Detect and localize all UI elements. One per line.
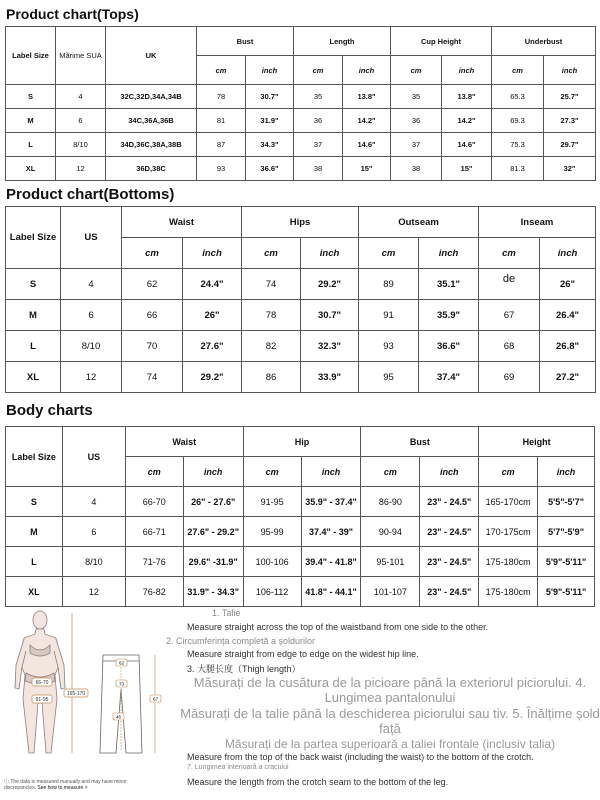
table-row	[6, 517, 595, 547]
waist-tag	[32, 678, 52, 686]
bust-cm-cell: 90-94	[361, 517, 420, 547]
inseam-cm-cell: 67	[479, 300, 540, 331]
table-row	[6, 362, 596, 393]
bust-inch-cell: 23" - 24.5"	[420, 517, 479, 547]
body-hdr-us: US	[62, 427, 125, 487]
hips-cm-cell: 74	[242, 269, 301, 300]
height-inch-cell: 5'9"-5'11"	[538, 547, 595, 577]
cup-cm-cell: 37	[391, 133, 442, 157]
waist-inch-cell: 24.4"	[183, 269, 242, 300]
hip-inch-cell: 37.4" - 39"	[301, 517, 361, 547]
bust-cm-cell: 95-101	[361, 547, 420, 577]
bottoms-hdr-waist: Waist	[122, 207, 242, 238]
unit-inch: inch	[301, 238, 359, 269]
outseam-cm-cell: 95	[359, 362, 419, 393]
height-inch-cell: 5'9"-5'11"	[538, 577, 595, 607]
body-hdr-bust: Bust	[361, 427, 479, 457]
bottoms-title: Product chart(Bottoms)	[6, 186, 175, 203]
underbust-cm-cell: 69.3	[492, 109, 544, 133]
size-cell: XL	[6, 577, 63, 607]
bottoms-hdr-outseam: Outseam	[359, 207, 479, 238]
how-to-measure-link[interactable]: See how to measure >	[37, 785, 88, 791]
pants-tag	[116, 680, 127, 687]
bottoms-table	[5, 206, 596, 393]
inseam-inch-cell: 26.8"	[540, 331, 596, 362]
waist-cm-cell: 71-76	[125, 547, 183, 577]
size-cell: XL	[6, 157, 56, 181]
unit-inch: inch	[246, 56, 294, 85]
unit-cm: cm	[492, 56, 544, 85]
pants-tag	[116, 659, 127, 666]
waist-inch-cell: 31.9" - 34.3"	[183, 577, 243, 607]
size-cell: M	[6, 109, 56, 133]
underbust-inch-cell: 27.3"	[544, 109, 596, 133]
tops-hdr-uk: UK	[106, 27, 197, 85]
tops-hdr-length: Length	[294, 27, 391, 56]
unit-cm: cm	[125, 457, 183, 487]
hips-inch-cell: 30.7"	[301, 300, 359, 331]
hip-inch-cell: 35.9" - 37.4"	[301, 487, 361, 517]
table-row	[6, 487, 595, 517]
waist-inch-cell: 26"	[183, 300, 242, 331]
us-cell: 8/10	[56, 133, 106, 157]
body-hdr-label: Label Size	[6, 427, 63, 487]
unit-inch: inch	[540, 238, 596, 269]
bust-cm-cell: 87	[197, 133, 246, 157]
height-inch-cell: 5'5"-5'7"	[538, 487, 595, 517]
length-cm-cell: 37	[294, 133, 343, 157]
outseam-inch-cell: 35.1"	[419, 269, 479, 300]
us-cell: 8/10	[61, 331, 122, 362]
uk-cell: 36D,38C	[106, 157, 197, 181]
inseam-inch-cell: 27.2"	[540, 362, 596, 393]
bust-cm-cell: 81	[197, 109, 246, 133]
ghost-text-2: Măsurați de la talie până la deschiderea piciorului sau tiv. 5. Înălțime șold față	[180, 706, 600, 736]
unit-inch: inch	[301, 457, 361, 487]
unit-cm: cm	[391, 56, 442, 85]
inseam-inch-cell: 26"	[540, 269, 596, 300]
svg-text:66-70: 66-70	[35, 680, 49, 686]
hip-cm-cell: 95-99	[243, 517, 301, 547]
unit-cm: cm	[294, 56, 343, 85]
cup-inch-cell: 14.2"	[442, 109, 492, 133]
pants-tag	[150, 695, 161, 702]
tops-hdr-underbust: Underbust	[492, 27, 596, 56]
note-1-title: 1. Talie	[212, 608, 241, 618]
hip-tag	[32, 695, 52, 703]
height-inch-cell: 5'7"-5'9"	[538, 517, 595, 547]
underbust-cm-cell: 81.3	[492, 157, 544, 181]
hips-cm-cell: 78	[242, 300, 301, 331]
bust-inch-cell: 30.7"	[246, 85, 294, 109]
unit-inch: inch	[343, 56, 391, 85]
unit-inch: inch	[544, 56, 596, 85]
us-cell: 12	[61, 362, 122, 393]
table-row	[6, 157, 596, 181]
table-row	[6, 133, 596, 157]
tops-hdr-marime: Mărime SUA	[56, 27, 106, 85]
unit-cm: cm	[243, 457, 301, 487]
info-icon: ⓘ	[4, 779, 11, 785]
size-cell: M	[6, 517, 63, 547]
length-cm-cell: 35	[294, 85, 343, 109]
underbust-cm-cell: 75.3	[492, 133, 544, 157]
waist-cm-cell: 70	[122, 331, 183, 362]
unit-cm: cm	[122, 238, 183, 269]
hips-cm-cell: 82	[242, 331, 301, 362]
height-cm-cell: 175-180cm	[479, 577, 538, 607]
hip-cm-cell: 100-106	[243, 547, 301, 577]
size-cell: M	[6, 300, 61, 331]
us-cell: 6	[61, 300, 122, 331]
body-title: Body charts	[6, 402, 93, 419]
outseam-inch-cell: 37.4"	[419, 362, 479, 393]
unit-inch: inch	[183, 238, 242, 269]
inseam-cm-cell: de	[479, 269, 540, 300]
size-cell: S	[6, 487, 63, 517]
us-cell: 6	[56, 109, 106, 133]
bust-cm-cell: 101-107	[361, 577, 420, 607]
hips-cm-cell: 86	[242, 362, 301, 393]
outseam-inch-cell: 35.9"	[419, 300, 479, 331]
table-row	[6, 109, 596, 133]
ghost-text-1: Măsurați de la cusătura de la picioare până la exteriorul piciorului. 4. Lungimea pantalonului	[193, 675, 587, 705]
pants-tag	[113, 713, 124, 720]
bust-inch-cell: 36.6"	[246, 157, 294, 181]
tops-hdr-cup: Cup Height	[391, 27, 492, 56]
length-inch-cell: 14.6"	[343, 133, 391, 157]
body-hdr-height: Height	[479, 427, 595, 457]
hip-inch-cell: 39.4" - 41.8"	[301, 547, 361, 577]
table-row	[6, 547, 595, 577]
height-tag	[64, 689, 88, 697]
unit-cm: cm	[242, 238, 301, 269]
length-inch-cell: 15"	[343, 157, 391, 181]
waist-cm-cell: 66	[122, 300, 183, 331]
us-cell: 4	[56, 85, 106, 109]
uk-cell: 34C,36A,36B	[106, 109, 197, 133]
unit-inch: inch	[419, 238, 479, 269]
hip-inch-cell: 41.8" - 44.1"	[301, 577, 361, 607]
cup-inch-cell: 13.8"	[442, 85, 492, 109]
unit-cm: cm	[479, 238, 540, 269]
size-cell: XL	[6, 362, 61, 393]
cup-inch-cell: 14.6"	[442, 133, 492, 157]
waist-inch-cell: 26" - 27.6"	[183, 487, 243, 517]
height-cm-cell: 175-180cm	[479, 547, 538, 577]
table-row	[6, 269, 596, 300]
bust-inch-cell: 31.9"	[246, 109, 294, 133]
waist-inch-cell: 27.6"	[183, 331, 242, 362]
disclaimer-line-2: discrepancies.	[4, 785, 36, 791]
table-row	[6, 300, 596, 331]
measurement-guide	[0, 603, 600, 800]
body-table	[5, 426, 595, 607]
length-inch-cell: 14.2"	[343, 109, 391, 133]
uk-cell: 34D,36C,38A,38B	[106, 133, 197, 157]
bottoms-hdr-inseam: Inseam	[479, 207, 596, 238]
body-figure-drawing	[0, 603, 185, 773]
svg-text:73: 73	[118, 681, 125, 687]
bust-cm-cell: 86-90	[361, 487, 420, 517]
bust-inch-cell: 23" - 24.5"	[420, 547, 479, 577]
size-cell: L	[6, 331, 61, 362]
waist-inch-cell: 29.2"	[183, 362, 242, 393]
unit-inch: inch	[538, 457, 595, 487]
table-row	[6, 85, 596, 109]
waist-cm-cell: 66-71	[125, 517, 183, 547]
unit-cm: cm	[361, 457, 420, 487]
ghost-text-3: Măsurați de la partea superioară a taliei frontale (inclusiv talia)	[224, 737, 556, 751]
unit-inch: inch	[420, 457, 479, 487]
height-cm-cell: 170-175cm	[479, 517, 538, 547]
tops-title: Product chart(Tops)	[6, 6, 139, 22]
length-cm-cell: 36	[294, 109, 343, 133]
cup-cm-cell: 38	[391, 157, 442, 181]
hip-cm-cell: 91-95	[243, 487, 301, 517]
unit-inch: inch	[442, 56, 492, 85]
size-cell: L	[6, 133, 56, 157]
tops-table	[5, 26, 596, 181]
bust-inch-cell: 23" - 24.5"	[420, 487, 479, 517]
uk-cell: 32C,32D,34A,34B	[106, 85, 197, 109]
bottoms-hdr-hips: Hips	[242, 207, 359, 238]
tops-hdr-bust: Bust	[197, 27, 294, 56]
svg-text:62: 62	[118, 660, 125, 666]
hips-inch-cell: 32.3"	[301, 331, 359, 362]
us-cell: 4	[61, 269, 122, 300]
table-row	[6, 331, 596, 362]
cup-cm-cell: 36	[391, 109, 442, 133]
outseam-inch-cell: 36.6"	[419, 331, 479, 362]
inseam-cm-cell: 69	[479, 362, 540, 393]
size-cell: S	[6, 85, 56, 109]
outseam-cm-cell: 91	[359, 300, 419, 331]
us-cell: 8/10	[62, 547, 125, 577]
unit-cm: cm	[359, 238, 419, 269]
waist-inch-cell: 27.6" - 29.2"	[183, 517, 243, 547]
note-6-title: 7. Lungimea interioară a cracului	[187, 764, 289, 771]
note-3-title: 3. 大腿长度（Thigh length）	[187, 664, 301, 674]
us-cell: 4	[62, 487, 125, 517]
disclaimer-line-1: The data is measured manually and may have minor	[10, 779, 127, 785]
table-row	[6, 577, 595, 607]
disclaimer	[4, 779, 127, 791]
hip-cm-cell: 106-112	[243, 577, 301, 607]
underbust-inch-cell: 32"	[544, 157, 596, 181]
underbust-inch-cell: 25.7"	[544, 85, 596, 109]
body-hdr-waist: Waist	[125, 427, 243, 457]
hips-inch-cell: 33.9"	[301, 362, 359, 393]
waist-inch-cell: 29.6" -31.9"	[183, 547, 243, 577]
length-cm-cell: 38	[294, 157, 343, 181]
svg-text:165-170: 165-170	[66, 691, 86, 697]
waist-cm-cell: 66-70	[125, 487, 183, 517]
tops-hdr-label: Label Size	[6, 27, 56, 85]
bust-cm-cell: 93	[197, 157, 246, 181]
note-2-title: 2. Circumferința completă a șoldurilor	[166, 636, 316, 646]
svg-text:91-95: 91-95	[35, 697, 49, 703]
outseam-cm-cell: 89	[359, 269, 419, 300]
bust-inch-cell: 34.3"	[246, 133, 294, 157]
underbust-cm-cell: 65.3	[492, 85, 544, 109]
bust-inch-cell: 23" - 24.5"	[420, 577, 479, 607]
note-6-desc: Measure the length from the crotch seam to the bottom of the leg.	[187, 777, 449, 787]
bottoms-hdr-us: US	[61, 207, 122, 269]
waist-cm-cell: 74	[122, 362, 183, 393]
waist-cm-cell: 76-82	[125, 577, 183, 607]
underbust-inch-cell: 29.7"	[544, 133, 596, 157]
svg-text:46: 46	[115, 714, 122, 720]
us-cell: 12	[62, 577, 125, 607]
note-2-desc: Measure straight from edge to edge on the widest hip line.	[187, 649, 419, 659]
us-cell: 6	[62, 517, 125, 547]
cup-cm-cell: 35	[391, 85, 442, 109]
svg-text:67: 67	[152, 696, 159, 702]
size-cell: S	[6, 269, 61, 300]
inseam-inch-cell: 26.4"	[540, 300, 596, 331]
cup-inch-cell: 15"	[442, 157, 492, 181]
height-cm-cell: 165-170cm	[479, 487, 538, 517]
us-cell: 12	[56, 157, 106, 181]
note-1-desc: Measure straight across the top of the waistband from one side to the other.	[187, 622, 489, 632]
outseam-cm-cell: 93	[359, 331, 419, 362]
body-hdr-hip: Hip	[243, 427, 361, 457]
note-5-desc: Measure from the top of the back waist (including the waist) to the bottom of the crotch.	[187, 752, 534, 762]
unit-cm: cm	[479, 457, 538, 487]
size-cell: L	[6, 547, 63, 577]
unit-cm: cm	[197, 56, 246, 85]
bust-cm-cell: 78	[197, 85, 246, 109]
unit-inch: inch	[183, 457, 243, 487]
length-inch-cell: 13.8"	[343, 85, 391, 109]
measurement-illustration	[0, 603, 185, 800]
inseam-cm-cell: 68	[479, 331, 540, 362]
waist-cm-cell: 62	[122, 269, 183, 300]
bottoms-hdr-label: Label Size	[6, 207, 61, 269]
hips-inch-cell: 29.2"	[301, 269, 359, 300]
